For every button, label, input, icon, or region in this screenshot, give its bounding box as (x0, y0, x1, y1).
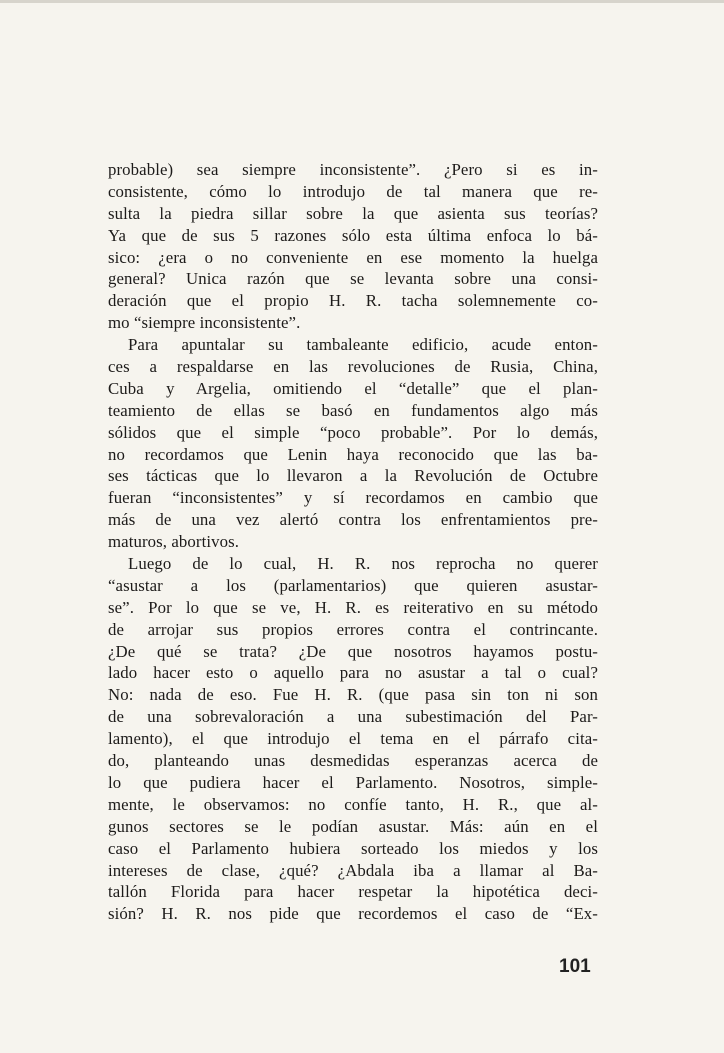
body-text (108, 159, 598, 925)
text-line: do, planteando unas desmedidas esperanzas acerca de (108, 751, 598, 771)
text-line: no recordamos que Lenin haya reconocido que las ba- (108, 444, 598, 464)
text-line: general? Unica razón que se levanta sobre una consi- (108, 269, 598, 289)
text-line: más de una vez alertó contra los enfrentamientos pre- (108, 510, 598, 530)
text-line: Luego de lo cual, H. R. nos reprocha no querer (128, 554, 598, 574)
text-line: gunos sectores se le podían asustar. Más: aún en el (108, 816, 598, 836)
text-line: sulta la piedra sillar sobre la que asienta sus teorías? (108, 203, 598, 223)
text-line: consistente, cómo lo introdujo de tal manera que re- (108, 181, 598, 201)
text-line: sico: ¿era o no conveniente en ese momento la huelga (108, 247, 598, 267)
page-number: 101 (559, 956, 591, 977)
text-line: lamento), el que introdujo el tema en el párrafo cita- (108, 729, 598, 749)
text-line: ses tácticas que lo llevaron a la Revolución de Octubre (108, 466, 598, 486)
text-line: probable) sea siempre inconsistente”. ¿Pero si es in- (108, 160, 598, 179)
text-line: sólidos que el simple “poco probable”. Por lo demás, (108, 422, 598, 442)
text-line: fueran “inconsistentes” y sí recordamos en cambio que (108, 488, 598, 508)
text-line: No: nada de eso. Fue H. R. (que pasa sin ton ni son (108, 685, 598, 705)
text-line: de arrojar sus propios errores contra el contrincante. (108, 619, 598, 639)
text-line: Ya que de sus 5 razones sólo esta última enfoca lo bá- (108, 225, 598, 245)
text-line: “asustar a los (parlamentarios) que quieren asustar- (108, 575, 598, 595)
text-line: Para apuntalar su tambaleante edificio, acude enton- (128, 335, 598, 355)
text-line: se”. Por lo que se ve, H. R. es reiterativo en su método (108, 597, 598, 617)
text-line: caso el Parlamento hubiera sorteado los miedos y los (108, 838, 598, 858)
text-line: deración que el propio H. R. tacha solemnemente co- (108, 291, 598, 311)
text-line: lado hacer esto o aquello para no asustar a tal o cual? (108, 663, 598, 683)
text-line: ces a respaldarse en las revoluciones de Rusia, China, (108, 357, 598, 377)
text-line: tallón Florida para hacer respetar la hipotética deci- (108, 882, 598, 902)
text-line: Cuba y Argelia, omitiendo el “detalle” que el plan- (108, 378, 598, 398)
text-line: ¿De qué se trata? ¿De que nosotros hayamos postu- (108, 641, 598, 661)
text-line: lo que pudiera hacer el Parlamento. Nosotros, simple- (108, 772, 598, 792)
text-line: teamiento de ellas se basó en fundamentos algo más (108, 400, 598, 420)
text-line: maturos, abortivos. (108, 532, 240, 552)
text-line: mente, le observamos: no confíe tanto, H. R., que al- (108, 794, 598, 814)
text-line: mo “siempre inconsistente”. (108, 313, 301, 333)
text-line: intereses de clase, ¿qué? ¿Abdala iba a llamar al Ba- (108, 860, 598, 880)
text-line: de una sobrevaloración a una subestimación del Par- (108, 707, 598, 727)
text-line: sión? H. R. nos pide que recordemos el caso de “Ex- (108, 904, 598, 924)
